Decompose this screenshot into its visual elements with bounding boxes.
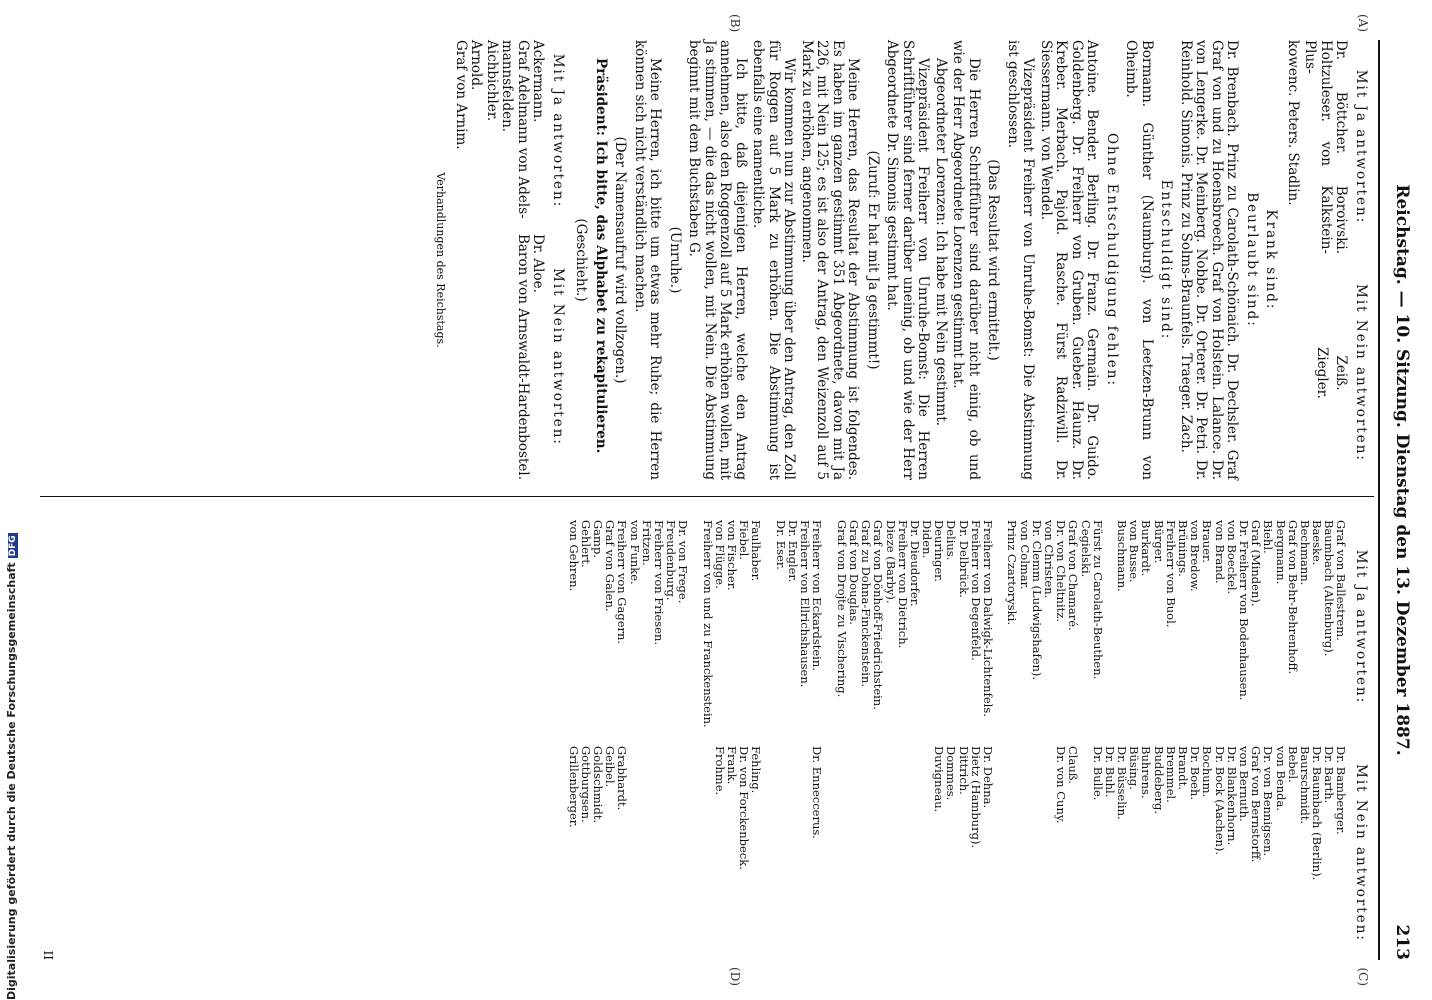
nein-name-item: von Benda. [1273, 746, 1288, 812]
ja-heading: Mit Ja antworten: [1353, 69, 1369, 225]
speech-1: Vizepräsident Freiherr von Unruhe-Bomst: Die Abstimmung ist geschlossen. [1005, 40, 1037, 480]
ja-name-item: Freiherr von und zu Franckenstein. [700, 520, 715, 728]
ja-name-item: Graf von Ballestrem. [1334, 520, 1349, 641]
nein-name-item: Dr. Büsselin. [1115, 746, 1130, 820]
ja-name-item: von Colmar. [1017, 520, 1032, 590]
beurlaubt-list: Dr. Brenbach. Prinz zu Carolath-Schönaich. Dr. Dechsler. Graf Graf von und zu Hoensbroech. Graf von Holstein. Lalance. Dr. von Lengerke. Dr. Meinberg. Nobbe. Dr. Orterer. Dr. Petri. Dr. Reinhold. Simonis. Prinz zu Solms-Braunfels. Traeger. Zach. [1178, 40, 1241, 480]
page-mark: II [41, 950, 56, 960]
nein-name-item [764, 746, 776, 960]
dfg-text: Digitalisierung gefördert durch die Deutsche Forschungsgemeinschaft [5, 562, 18, 1000]
nein-name-item [629, 746, 641, 960]
dfg-logo-icon: DFG [8, 535, 18, 557]
nein-name-item: Dr. Enneccerus. [810, 746, 825, 839]
ja2-name: Aichbichler. [484, 40, 500, 122]
ja-name-item: Dr. Engler. [786, 520, 801, 583]
ja-name-item: Fürst zu Carolath-Beuthen. [1090, 520, 1105, 680]
nein-name-item [837, 746, 849, 960]
ja-name-item: Bechmann. [1297, 520, 1312, 586]
nein-name-item: Brandt. [1176, 746, 1191, 790]
right-nein-list [566, 746, 1373, 960]
nein-name-item [1019, 746, 1031, 960]
ja-name-item: Dr. von Cheltnitz. [1054, 520, 1069, 622]
ja-name-item: von Boeckel. [1224, 520, 1239, 595]
nein-name-item: Fehling. [749, 746, 764, 794]
nein-name-item: Dietz (Hamburg). [968, 746, 983, 849]
nein-name-item: Geibel. [603, 746, 618, 788]
ja-name-item: Dr. Delbrück. [956, 520, 971, 598]
nein-name-item: Dr. Buhl. [1102, 746, 1117, 798]
ja-name-item: Freiherr von Ellrichshausen. [798, 520, 813, 688]
ja-name-item: von Funke. [627, 520, 642, 585]
ja-name-item: Biehl. [1261, 520, 1276, 554]
nein-name-item: Dr. Dehna. [981, 746, 996, 809]
margin-mark-D: (D) [728, 967, 742, 986]
ja-name-item: Freiherr von Buol. [1163, 520, 1178, 628]
ja-name-item: von Gehren. [566, 520, 581, 592]
ja-name-item: Brünings. [1176, 520, 1191, 577]
nein-name-item [678, 746, 690, 960]
right-ja-heading: Mit Ja antworten: [1353, 549, 1369, 705]
nein-name-item: Dr. von Forckenbeck. [737, 746, 752, 870]
page-header [1382, 40, 1412, 960]
ja-name-item: Graf von Douglas. [847, 520, 861, 625]
ja-name-item: Freiherr von Dalwigk-Lichtenfels. [981, 520, 996, 717]
ja-name-item: Freiherr von Friesen. [652, 520, 666, 646]
nein-name-item [873, 746, 885, 960]
speech-4-note: (Zuruf: Er hat mit Ja gestimmt!) [865, 150, 881, 370]
ja-name-item: Dr. Freiherr von Bodenhausen. [1237, 520, 1251, 701]
nein-name-item: Bebel. [1285, 746, 1300, 783]
verhandlungen-note: Verhandlungen des Reichstags. [434, 172, 448, 348]
ja-name-item: Freiherr von Degenfeld. [968, 520, 983, 661]
left-text-column [40, 40, 1372, 480]
entschuldigt-list: Bormann. Günther (Naumburg). von Leetzen-Brunn von Oheimb. [1123, 40, 1155, 480]
ja-name-item: Dieze (Barby). [883, 520, 898, 604]
nein-name-item [898, 746, 910, 960]
ja-name-item: Bergmann. [1273, 520, 1288, 585]
nein-name-item: Dittrich. [956, 746, 971, 795]
ja-name-item: von Brand. [1212, 520, 1227, 584]
nein-name-item: von Bernuth. [1237, 746, 1251, 822]
ja-name-item: Graf von Chamaré. [1066, 520, 1081, 631]
nein-name-item [776, 746, 788, 960]
speech-2: Die Herren Schriftführer sind darüber nicht einig, ob und wie der Herr Abgeordnete Lorenzen gestimmt hat. [950, 40, 982, 480]
nein-name-item [910, 746, 922, 960]
ja-name-item: Buschmann. [1115, 520, 1130, 592]
margin-mark-B: (B) [728, 14, 742, 33]
nein-name-1: Zeiß. [1333, 355, 1350, 391]
speech-7-note: (Unruhe.) [667, 226, 683, 294]
column-separator [40, 496, 1374, 497]
nein-name-item [824, 746, 836, 960]
nein-name-item [885, 746, 897, 960]
krank-heading: Krank sind: [1263, 209, 1280, 311]
speech-9: Präsident: Ich bitte, das Alphabet zu rekapitulieren. [593, 58, 609, 454]
ja2-heading: Mit Ja antworten: [550, 53, 566, 209]
nein2-heading: Mit Nein antworten: [550, 268, 566, 446]
ja-name-item: von Fischer. [725, 520, 740, 591]
ja-name-item: Graf zu Dohna-Finckenstein. [859, 520, 874, 688]
beurlaubt-heading: Beurlaubt sind: [1244, 192, 1260, 328]
speech-3: Abgeordneter Lorenzen: Ich habe mit Nein gestimmt. [933, 58, 949, 427]
ja-names-2: kowenc. Peters. Stadlin. [1285, 40, 1301, 206]
ja-name-item: Prinz Czartoryski. [1005, 520, 1020, 625]
nein-name-item: Dommes. [944, 746, 959, 801]
ja-name-item: Freiherr von Gagern. [615, 520, 630, 645]
speech-8: Meine Herren, ich bitte um etwas mehr Ruhe; die Herren können sich nicht verständlich machen. [632, 40, 664, 480]
ja2-name: Ackermann. [530, 40, 547, 123]
nein-name-item: Büsing. [1127, 746, 1142, 790]
nein2-name: Baron von Arnswaldt-Hardenbostel. [515, 234, 531, 480]
ja-name-item: Gehlert. [578, 520, 593, 568]
nein-name-item: Grillenberger. [566, 746, 581, 828]
ja-name-item: von Flügge. [712, 520, 727, 589]
nein-name-item: Gottburgsen. [578, 746, 593, 823]
nein-name-item: Graf von Bernstorff. [1249, 746, 1264, 863]
ja-name-item: von Bredow. [1188, 520, 1203, 592]
speech-7: Ich bitte, daß diejenigen Herren, welche den Antrag annehmen, also den Roggenzoll auf 5 Mark erhöhen wollen, mit Ja stimmen, — die das nicht wollen, mit Nein. Die Abstimmung beginnt mit dem Buchstaben G. [686, 40, 749, 480]
nein-name-item: Bremmel. [1163, 746, 1178, 803]
ja-name-item: Dr. Clemm (Ludwigshafen). [1029, 520, 1044, 681]
ja-name-item: Graf von Drojte zu Vischering. [834, 520, 849, 698]
speech-1-note: (Das Resultat wird ermittelt.) [985, 159, 1002, 361]
ja-name-item: Burkardt. [1139, 520, 1154, 577]
nein-name-item: Dr. Blankenhorn. [1224, 746, 1239, 846]
ohne-list: Antoine. Bender. Berling. Dr. Franz. Germain. Dr. Guido. Goldenberg. Dr. Freiherr von Gruben. Gueber. Haunz. Dr. Kreber. Merbach. Pajold. Rasche. Fürst Radziwill. Dr. Siessermann. von Wendel. [1038, 40, 1101, 480]
ja-name-item: Deuringer. [932, 520, 947, 583]
speech-8-note: (Der Namensaufruf wird vollzogen.) [612, 136, 629, 384]
nein-name-item [1032, 746, 1044, 960]
ja-name-item: Diden. [920, 520, 935, 559]
nein-name-item: Dr. Baumbach (Berlin). [1310, 746, 1325, 881]
nein-name-item: Frank. [725, 746, 740, 785]
nein-name-item [666, 746, 678, 960]
nein-name-item: Dr. Barth. [1322, 746, 1337, 804]
right-nein-heading: Mit Nein antworten: [1353, 764, 1369, 942]
nein-name-item [1007, 746, 1019, 960]
ja-name-item: von Christen. [1042, 520, 1056, 599]
nein-name-item [642, 746, 654, 960]
speech-9-note: (Geschieht.) [573, 218, 590, 302]
nein-name-item: Frohme. [712, 746, 727, 796]
speech-4: Vizepräsident Freiherr von Unruhe-Bomst: Die Herren Schriftführer sind ferner darüber uneinig, ob und wie der Herr Abgeordnete Dr. Simonis gestimmt hat. [884, 40, 932, 480]
nein-name-item: Clauß. [1066, 746, 1081, 785]
ja2-name: Arnold. [468, 40, 485, 91]
nein-name-item [788, 746, 800, 960]
nein-name-item: Buddeberg. [1151, 746, 1166, 815]
nein-name-item: Baurschmidt. [1297, 746, 1312, 825]
dfg-footer [4, 535, 20, 1000]
ja-name-item: Gamp. [591, 520, 606, 558]
ja-name-item: Fiebel. [737, 520, 752, 560]
ja-name-item: Freiherr von Eckardstein. [810, 520, 825, 671]
nein-name-item: Dr. Boeh. [1188, 746, 1203, 801]
nein-name-item: Dr. von Bennigsen. [1261, 746, 1276, 857]
nein-name-item: Grabhardt. [615, 746, 630, 811]
nein-name-item [849, 746, 861, 960]
ja-name-item: Dr. Dieudorfer. [907, 520, 922, 607]
ja-name-item: Graf von Galen. [603, 520, 618, 612]
ja-name-item: Dr. von Frege. [676, 520, 691, 604]
nein-name-item [690, 746, 702, 960]
nein-name-item: Dr. Bamberger. [1334, 746, 1349, 835]
right-text-column [40, 520, 1372, 960]
ja-name-item: Freiherr von Dietrich. [895, 520, 910, 649]
ja-name-item: Faulhaber. [749, 520, 764, 582]
margin-mark-C: (C) [1356, 967, 1370, 986]
right-ja-list [566, 520, 1373, 734]
ja2-name: mannsfelden. [499, 40, 516, 133]
ja2-name: Graf von Arnim. [453, 40, 469, 150]
nein-name-item: Bochum. [1200, 746, 1215, 798]
ja-name-item: Baumbach (Altenburg). [1322, 520, 1337, 657]
ja-name-item: Dr. Eser. [773, 520, 788, 570]
nein-name-item [995, 746, 1007, 960]
ja-name-item: von Busse. [1127, 520, 1142, 583]
nein-name-item: Dr. Bulle. [1090, 746, 1105, 801]
ja-name-item: Graf von Dönhoff-Friedrichstein. [871, 520, 886, 710]
nein-name-2: Ziegler. [1314, 347, 1330, 399]
nein-name-item: Buhrens. [1139, 746, 1154, 799]
entschuldigt-heading: Entschuldigt sind: [1158, 179, 1175, 341]
ja-name-item: Cegielski. [1078, 520, 1093, 578]
ja-name-item: Fritzen. [639, 520, 654, 566]
nein-name-item: Dr. Bock (Aachen). [1212, 746, 1227, 856]
ja-name-item: Brauer. [1200, 520, 1215, 563]
page-header-title: Reichstag. — 10. Sitzung. Dienstag den 13. Dezember 1887. [1392, 184, 1412, 756]
nein-name-item: Duvigneau. [932, 746, 947, 813]
header-rule [1378, 40, 1380, 960]
ja-name-item: Baeske. [1310, 520, 1325, 566]
nein-name-item [654, 746, 666, 960]
ja-name-item: Delius. [944, 520, 959, 561]
ohne-heading: Ohne Entschuldigung fehlen: [1104, 132, 1120, 388]
speech-6: Wir kommen nun zur Abstimmung über den Antrag, den Zoll für Roggen auf 5 Mark zu erhöhen. Die Abstimmung ist ebenfalls eine namentliche. [750, 40, 798, 480]
ja-names-1: Dr. Böttcher. Boroivski. Holtzuleser. von Kalkstein-Plus- [1302, 40, 1350, 254]
speech-5: Meine Herren, das Resultat der Abstimmung ist folgendes. Es haben im ganzen gestimmt 351 Abgeordnete, davon mit Ja 226, mit Nein 125; es ist also der Antrag, den Weizenzoll auf 5 Mark zu erhöhen, angenommen. [799, 40, 862, 480]
ja-name-item: Graf von Behr-Behrenhoff. [1285, 520, 1300, 675]
ja-name-item: Bürger. [1151, 520, 1166, 564]
nein2-name: Dr. Aloe. [530, 234, 547, 293]
margin-mark-A: (A) [1356, 14, 1370, 33]
ja2-name: Graf Adelmann von Adels- [515, 40, 531, 219]
nein-heading: Mit Nein antworten: [1353, 284, 1369, 462]
nein-name-item: Dr. von Cuny. [1054, 746, 1069, 824]
nein-name-item [861, 746, 873, 960]
page-number: 213 [1392, 924, 1412, 960]
ja-name-item: Graf (Minden). [1249, 520, 1264, 607]
ja-name-item: Freudenburg. [664, 520, 679, 601]
nein-name-item: Goldschmidt. [591, 746, 606, 824]
